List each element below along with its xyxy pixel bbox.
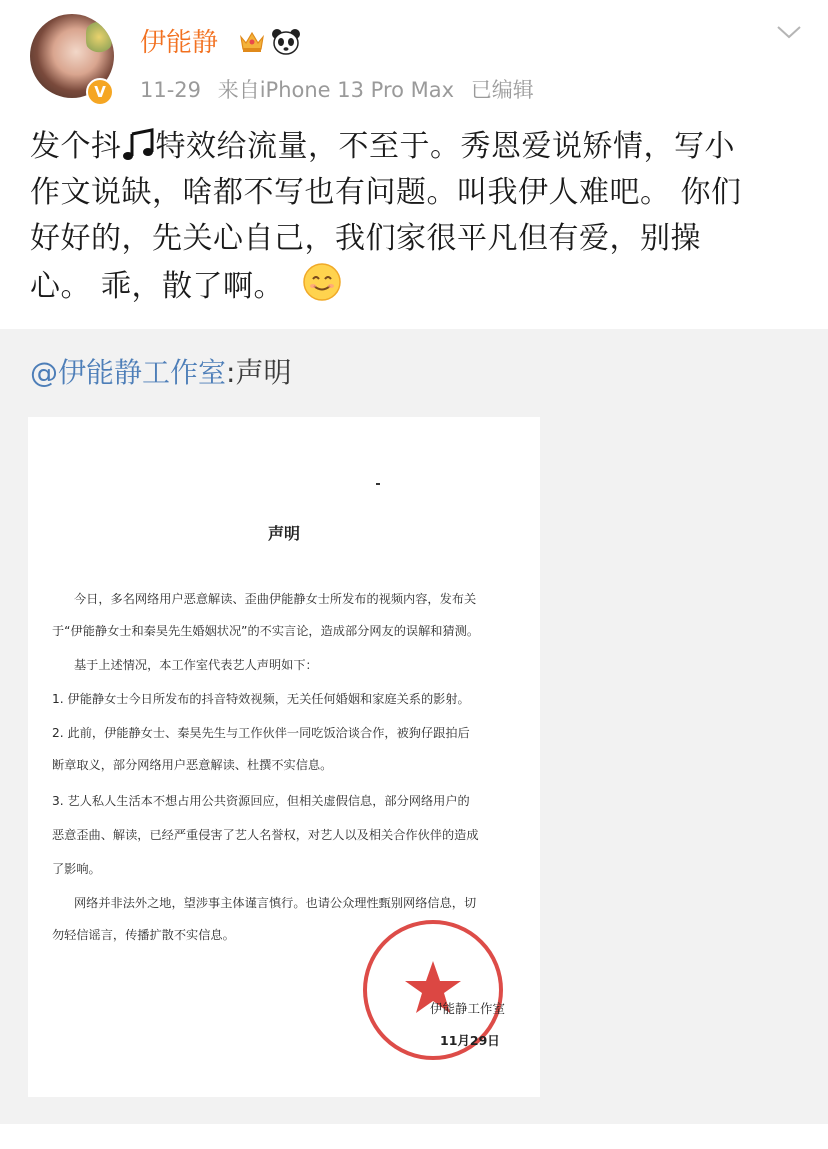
document-line: 了影响。 [52, 862, 101, 876]
smile-emoji-icon [302, 262, 342, 302]
post-line-3: 好好的，先关心自己，我们家很平凡但有爱，别操 [30, 221, 701, 256]
post-body [30, 124, 810, 310]
panda-icon [271, 28, 301, 56]
post-text-segment: 特效给流量，不至于。秀恩爱说矫情，写小 [155, 129, 735, 164]
document-line: 于“伊能静女士和秦昊先生婚姻状况”的不实言论，造成部分网友的误解和猜测。 [52, 624, 480, 638]
music-note-icon [122, 128, 156, 162]
username-link[interactable]: 伊能静 [140, 28, 219, 58]
document-line: 3. 艺人私人生活本不想占用公共资源回应，但相关虚假信息，部分网络用户的 [52, 794, 470, 808]
post-text-segment: 发个抖 [30, 129, 122, 164]
document-line: 基于上述情况，本工作室代表艺人声明如下： [74, 658, 318, 672]
document-line: 今日，多名网络用户恶意解读、歪曲伊能静女士所发布的视频内容，发布关 [74, 592, 477, 606]
chevron-down-icon[interactable] [776, 24, 802, 40]
post-source: 来自iPhone 13 Pro Max [217, 78, 455, 102]
edited-label: 已编辑 [470, 78, 534, 102]
repost-card[interactable] [0, 329, 828, 1124]
document-title: 声明 [267, 524, 300, 543]
statement-image[interactable] [28, 417, 540, 1097]
mention-link[interactable]: @伊能静工作室 [30, 356, 227, 389]
post-text-segment: 心。 乖，散了啊。 [30, 269, 285, 304]
document-line: 断章取义，部分网络用户恶意解读、杜撰不实信息。 [52, 758, 333, 772]
document-signature: 伊能静工作室 [430, 1001, 506, 1016]
verified-badge-icon: V [86, 78, 114, 106]
document-date: 11月29日 [440, 1033, 500, 1048]
repost-title-suffix: :声明 [226, 356, 292, 389]
crown-icon [238, 28, 266, 54]
document-line: 恶意歪曲、解读，已经严重侵害了艺人名誉权，对艺人以及相关合作伙伴的造成 [52, 828, 479, 842]
scan-mark [376, 483, 380, 485]
document-line: 1. 伊能静女士今日所发布的抖音特效视频，无关任何婚姻和家庭关系的影射。 [52, 692, 470, 706]
post-meta [140, 74, 544, 104]
post-line-4 [30, 262, 810, 310]
avatar-flower-decoration [86, 20, 112, 54]
post-line-1 [30, 124, 810, 170]
post-line-2: 作文说缺，啥都不写也有问题。叫我伊人难吧。 你们 [30, 175, 742, 210]
bottom-spacer [0, 1124, 828, 1149]
document-line: 网络并非法外之地，望涉事主体谨言慎行。也请公众理性甄别网络信息，切 [74, 896, 477, 910]
document-line: 2. 此前，伊能静女士、秦昊先生与工作伙伴一同吃饭洽谈合作，被狗仔跟拍后 [52, 726, 470, 740]
document-line: 勿轻信谣言，传播扩散不实信息。 [52, 928, 235, 942]
post-header [0, 0, 828, 120]
repost-title [30, 351, 291, 391]
post-date: 11-29 [140, 78, 202, 102]
